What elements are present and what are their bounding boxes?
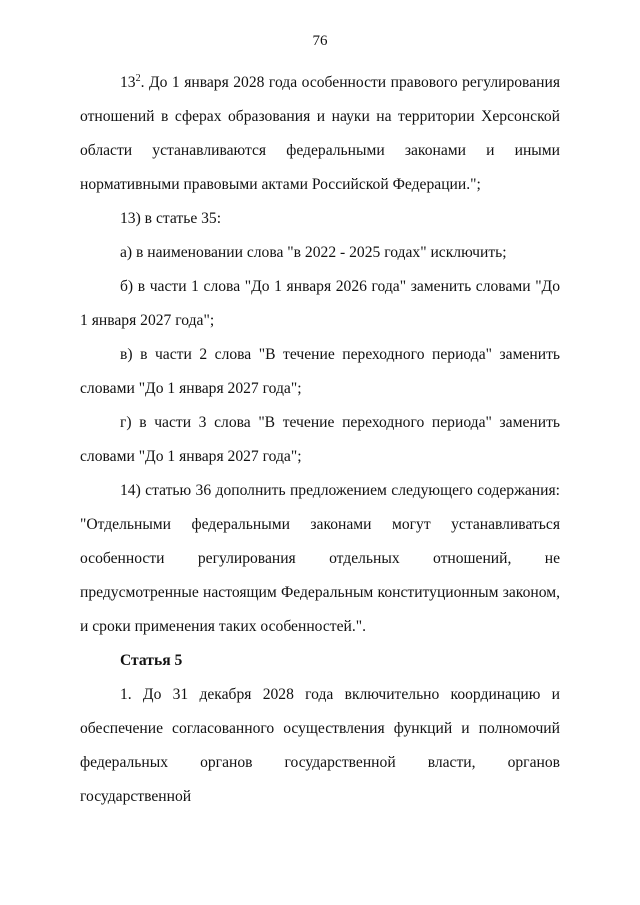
paragraph-13-2 — [80, 66, 560, 202]
paragraph-subitem-g: г) в части 3 слова "В течение переходного периода" заменить словами "До 1 января 2027 года"; — [80, 414, 560, 465]
paragraph-article-5-1: 1. До 31 декабря 2028 года включительно координацию и обеспечение согласованного осуществления функций и полномочий федеральных органов государственной власти, органов государственной — [80, 686, 560, 805]
paragraph-subitem-b: б) в части 1 слова "До 1 января 2026 года" заменить словами "До 1 января 2027 года"; — [80, 278, 560, 329]
document-body — [80, 66, 560, 814]
article-heading: Статья 5 — [120, 652, 183, 669]
paragraph-subitem-a: а) в наименовании слова "в 2022 - 2025 годах" исключить; — [120, 244, 507, 261]
item-superscript: 2 — [135, 72, 141, 84]
item-number: 13 — [120, 74, 136, 91]
paragraph-item-14: 14) статью 36 дополнить предложением следующего содержания: "Отдельными федеральными законами могут устанавливаться особенности регулирования отдельных отношений, не предусмотренные настоящим Федеральным конституционным законом, и сроки применения таких особенностей.". — [80, 482, 560, 635]
paragraph-text: . До 1 января 2028 года особенности правового регулирования отношений в сферах образования и науки на территории Херсонской области устанавливаются федеральными законами и иными нормативными правовыми актами Российской Федерации."; — [80, 74, 560, 193]
paragraph-subitem-v: в) в части 2 слова "В течение переходного периода" заменить словами "До 1 января 2027 года"; — [80, 346, 560, 397]
paragraph-item-13: 13) в статье 35: — [120, 210, 222, 227]
page-number: 76 — [312, 33, 328, 49]
